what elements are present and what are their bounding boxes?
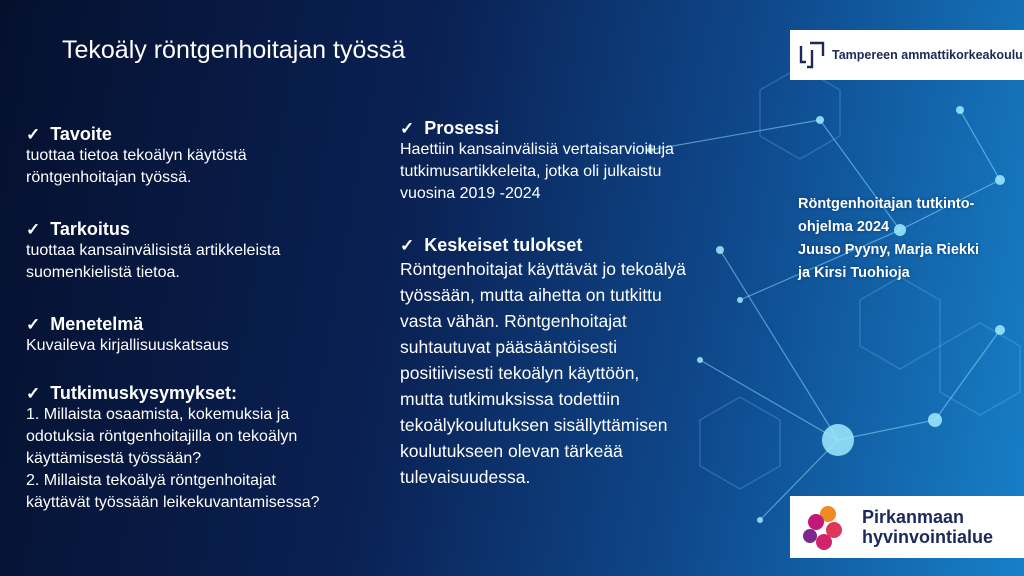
checkmark-icon: ✓ bbox=[26, 124, 41, 144]
section-text: Haettiin kansainvälisiä vertaisarvioituja tutkimusartikkeleita, jotka oli julkaistu vuosina 2019 -2024 bbox=[400, 141, 674, 202]
section-menetelma bbox=[26, 314, 229, 357]
section-heading: Keskeiset tulokset bbox=[424, 235, 583, 255]
section-text: Röntgenhoitajat käyttävät jo tekoälyä työssään, mutta aihetta on tutkittu vasta vähän. Röntgenhoitajat suhtautuvat pääsääntöisesti positiivisesti tekoälyn käyttöön, mutta tutkimuksissa todettiin tekoälykoulutuksen sisällyttämisen koulutukseen olevan tärkeää tulevaisuudessa. bbox=[400, 259, 687, 487]
checkmark-icon: ✓ bbox=[400, 235, 415, 255]
section-text: Kuvaileva kirjallisuuskatsaus bbox=[26, 337, 229, 354]
checkmark-icon: ✓ bbox=[26, 314, 41, 334]
section-heading: Tavoite bbox=[50, 124, 112, 144]
tamk-logo bbox=[790, 30, 1024, 80]
tamk-logo-icon bbox=[798, 40, 826, 70]
section-heading: Prosessi bbox=[424, 118, 500, 138]
slide-title: Tekoäly röntgenhoitajan työssä bbox=[62, 36, 406, 64]
section-text: tuottaa tietoa tekoälyn käytöstä röntgenhoitajan työssä. bbox=[26, 147, 247, 186]
checkmark-icon: ✓ bbox=[400, 118, 415, 138]
pirkanmaa-logo-icon bbox=[798, 500, 852, 554]
author-note: Röntgenhoitajan tutkinto- ohjelma 2024 Juuso Pyyny, Marja Riekki ja Kirsi Tuohioja bbox=[798, 196, 980, 281]
section-heading: Menetelmä bbox=[50, 314, 144, 334]
section-prosessi bbox=[400, 118, 674, 205]
tamk-logo-text: Tampereen ammattikorkeakoulu bbox=[832, 48, 1023, 62]
section-heading: Tarkoitus bbox=[50, 219, 130, 239]
section-text: 1. Millaista osaamista, kokemuksia ja odotuksia röntgenhoitajilla on tekoälyn käyttämisestä työssään? 2. Millaista tekoälyä röntgenhoitajat käyttävät työssään leikekuvantamisessa? bbox=[26, 406, 320, 511]
pirkanmaa-logo-text: Pirkanmaan hyvinvointialue bbox=[862, 507, 994, 547]
section-tarkoitus bbox=[26, 219, 280, 284]
section-heading: Tutkimuskysymykset: bbox=[50, 383, 237, 403]
checkmark-icon: ✓ bbox=[26, 219, 41, 239]
section-keskeiset-tulokset bbox=[400, 235, 686, 490]
checkmark-icon: ✓ bbox=[26, 383, 41, 403]
pirkanmaa-logo bbox=[790, 496, 1024, 558]
section-tavoite bbox=[26, 124, 247, 189]
section-text: tuottaa kansainvälisistä artikkeleista suomenkielistä tietoa. bbox=[26, 242, 281, 281]
section-tutkimuskysymykset bbox=[26, 383, 319, 514]
